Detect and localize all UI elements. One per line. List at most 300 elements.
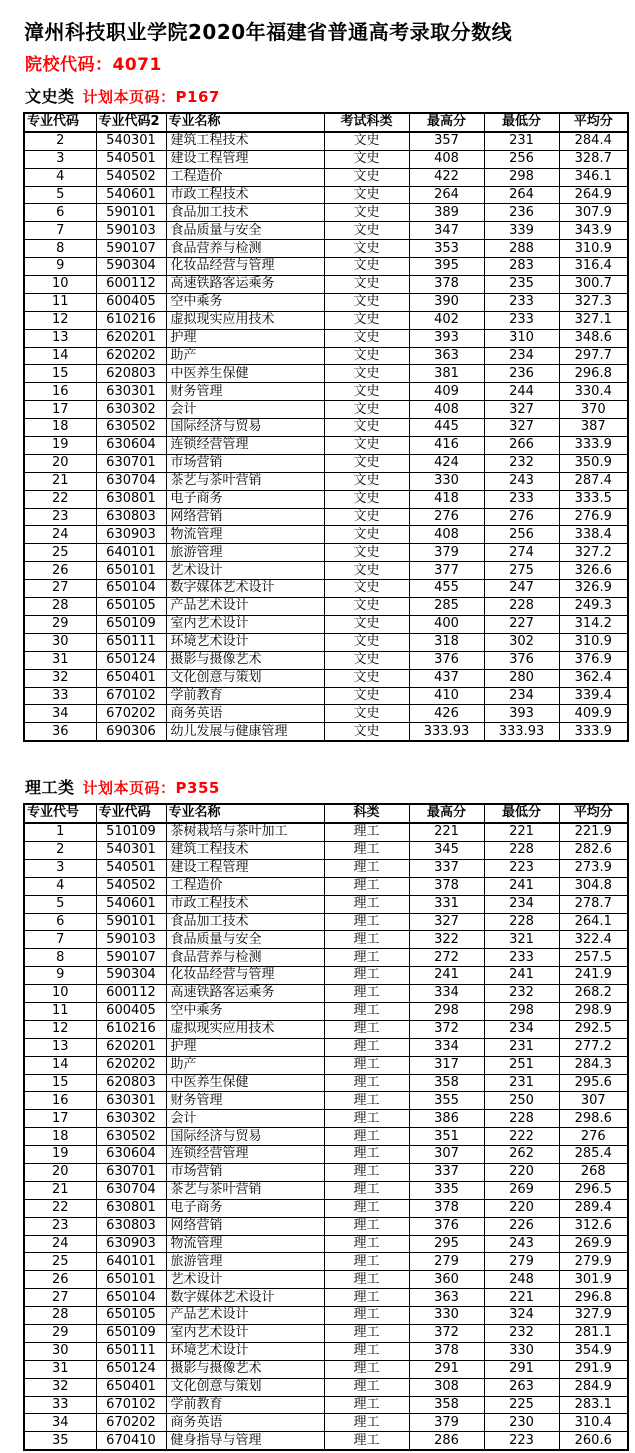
cell-min-score: 232 xyxy=(484,985,559,1003)
cell-avg-score: 296.8 xyxy=(559,365,628,383)
table-row xyxy=(24,651,628,669)
cell-avg-score: 327.1 xyxy=(559,311,628,329)
cell-major-number: 17 xyxy=(24,1110,96,1128)
table-row xyxy=(24,365,628,383)
cell-max-score: 376 xyxy=(409,1217,484,1235)
cell-major-number: 15 xyxy=(24,1074,96,1092)
cell-min-score: 234 xyxy=(484,1020,559,1038)
cell-avg-score: 348.6 xyxy=(559,329,628,347)
table-row xyxy=(24,132,628,150)
table-row xyxy=(24,508,628,526)
cell-major-code: 600112 xyxy=(96,276,166,294)
cell-exam-category: 文史 xyxy=(324,401,409,419)
cell-major-number: 16 xyxy=(24,383,96,401)
cell-major-name: 环境艺术设计 xyxy=(166,633,324,651)
cell-max-score: 353 xyxy=(409,240,484,258)
cell-major-code: 630801 xyxy=(96,1199,166,1217)
cell-max-score: 378 xyxy=(409,877,484,895)
cell-exam-category: 理工 xyxy=(324,1181,409,1199)
cell-avg-score: 249.3 xyxy=(559,598,628,616)
cell-major-code: 650124 xyxy=(96,1360,166,1378)
cell-max-score: 408 xyxy=(409,526,484,544)
cell-major-number: 27 xyxy=(24,1289,96,1307)
cell-min-score: 247 xyxy=(484,580,559,598)
cell-exam-category: 理工 xyxy=(324,1289,409,1307)
page-title: 漳州科技职业学院2020年福建省普通高考录取分数线 xyxy=(24,20,513,44)
cell-min-score: 234 xyxy=(484,895,559,913)
cell-major-name: 旅游管理 xyxy=(166,1253,324,1271)
cell-major-name: 茶艺与茶叶营销 xyxy=(166,472,324,490)
cell-avg-score: 298.9 xyxy=(559,1002,628,1020)
cell-major-number: 31 xyxy=(24,1360,96,1378)
cell-avg-score: 304.8 xyxy=(559,877,628,895)
cell-major-number: 14 xyxy=(24,347,96,365)
cell-major-number: 1 xyxy=(24,823,96,841)
cell-major-name: 室内艺术设计 xyxy=(166,1325,324,1343)
cell-major-code: 650104 xyxy=(96,1289,166,1307)
cell-min-score: 236 xyxy=(484,204,559,222)
cell-major-name: 国际经济与贸易 xyxy=(166,1128,324,1146)
cell-major-code: 670102 xyxy=(96,687,166,705)
cell-exam-category: 理工 xyxy=(324,1396,409,1414)
cell-major-name: 会计 xyxy=(166,401,324,419)
cell-min-score: 266 xyxy=(484,437,559,455)
cell-major-name: 食品营养与检测 xyxy=(166,240,324,258)
cell-major-number: 4 xyxy=(24,168,96,186)
cell-avg-score: 409.9 xyxy=(559,705,628,723)
cell-major-number: 4 xyxy=(24,877,96,895)
cell-max-score: 286 xyxy=(409,1432,484,1450)
cell-exam-category: 理工 xyxy=(324,1146,409,1164)
cell-major-code: 620202 xyxy=(96,347,166,365)
cell-max-score: 264 xyxy=(409,186,484,204)
cell-major-code: 670410 xyxy=(96,1432,166,1450)
cell-major-code: 540601 xyxy=(96,186,166,204)
cell-min-score: 279 xyxy=(484,1253,559,1271)
cell-major-name: 健身指导与管理 xyxy=(166,1432,324,1450)
cell-major-number: 30 xyxy=(24,633,96,651)
cell-major-name: 网络营销 xyxy=(166,1217,324,1235)
cell-min-score: 232 xyxy=(484,1325,559,1343)
cell-max-score: 333.93 xyxy=(409,723,484,741)
cell-min-score: 256 xyxy=(484,526,559,544)
cell-avg-score: 296.5 xyxy=(559,1181,628,1199)
cell-major-number: 15 xyxy=(24,365,96,383)
table-row xyxy=(24,383,628,401)
cell-min-score: 327 xyxy=(484,401,559,419)
cell-exam-category: 理工 xyxy=(324,949,409,967)
cell-min-score: 250 xyxy=(484,1092,559,1110)
cell-major-number: 29 xyxy=(24,615,96,633)
cell-avg-score: 287.4 xyxy=(559,472,628,490)
cell-major-code: 540502 xyxy=(96,877,166,895)
cell-max-score: 295 xyxy=(409,1235,484,1253)
cell-exam-category: 理工 xyxy=(324,1432,409,1450)
cell-major-name: 空中乘务 xyxy=(166,1002,324,1020)
table-row xyxy=(24,598,628,616)
cell-min-score: 223 xyxy=(484,859,559,877)
cell-max-score: 378 xyxy=(409,276,484,294)
cell-major-code: 590304 xyxy=(96,258,166,276)
cell-major-code: 630704 xyxy=(96,1181,166,1199)
cell-exam-category: 文史 xyxy=(324,723,409,741)
cell-major-code: 620201 xyxy=(96,1038,166,1056)
cell-major-name: 建设工程管理 xyxy=(166,859,324,877)
cell-exam-category: 文史 xyxy=(324,132,409,150)
page-code-value: P167 xyxy=(175,88,220,106)
cell-min-score: 280 xyxy=(484,669,559,687)
cell-major-number: 9 xyxy=(24,967,96,985)
cell-exam-category: 文史 xyxy=(324,258,409,276)
cell-exam-category: 文史 xyxy=(324,687,409,705)
column-header-major-name: 专业名称 xyxy=(166,804,324,823)
cell-max-score: 379 xyxy=(409,544,484,562)
table-row xyxy=(24,544,628,562)
table-row xyxy=(24,633,628,651)
cell-min-score: 221 xyxy=(484,823,559,841)
cell-max-score: 355 xyxy=(409,1092,484,1110)
table-row xyxy=(24,723,628,741)
cell-major-name: 会计 xyxy=(166,1110,324,1128)
cell-max-score: 400 xyxy=(409,615,484,633)
cell-min-score: 241 xyxy=(484,877,559,895)
cell-exam-category: 理工 xyxy=(324,985,409,1003)
table-row xyxy=(24,1271,628,1289)
cell-max-score: 378 xyxy=(409,1199,484,1217)
cell-major-number: 6 xyxy=(24,204,96,222)
cell-major-code: 650105 xyxy=(96,1307,166,1325)
cell-exam-category: 理工 xyxy=(324,1360,409,1378)
liberal-arts-score-table xyxy=(23,112,629,742)
cell-min-score: 321 xyxy=(484,931,559,949)
cell-max-score: 372 xyxy=(409,1020,484,1038)
cell-max-score: 379 xyxy=(409,1414,484,1432)
table-row xyxy=(24,347,628,365)
cell-major-code: 540502 xyxy=(96,168,166,186)
cell-min-score: 275 xyxy=(484,562,559,580)
table-row xyxy=(24,1307,628,1325)
cell-min-score: 220 xyxy=(484,1163,559,1181)
cell-max-score: 424 xyxy=(409,454,484,472)
cell-min-score: 221 xyxy=(484,1289,559,1307)
cell-major-name: 学前教育 xyxy=(166,1396,324,1414)
cell-exam-category: 文史 xyxy=(324,615,409,633)
cell-exam-category: 理工 xyxy=(324,1074,409,1092)
cell-min-score: 222 xyxy=(484,1128,559,1146)
cell-exam-category: 文史 xyxy=(324,365,409,383)
cell-min-score: 228 xyxy=(484,598,559,616)
cell-max-score: 402 xyxy=(409,311,484,329)
cell-major-number: 8 xyxy=(24,240,96,258)
cell-major-code: 670202 xyxy=(96,705,166,723)
cell-min-score: 243 xyxy=(484,1235,559,1253)
column-header-min-score: 最低分 xyxy=(484,113,559,132)
cell-major-name: 产品艺术设计 xyxy=(166,598,324,616)
cell-exam-category: 理工 xyxy=(324,1038,409,1056)
cell-major-code: 630301 xyxy=(96,1092,166,1110)
cell-avg-score: 310.9 xyxy=(559,240,628,258)
cell-major-code: 620202 xyxy=(96,1056,166,1074)
cell-major-code: 630302 xyxy=(96,401,166,419)
table-row xyxy=(24,859,628,877)
cell-major-code: 620201 xyxy=(96,329,166,347)
cell-major-code: 510109 xyxy=(96,823,166,841)
column-header-major-code: 专业代码2 xyxy=(96,113,166,132)
column-header-major-number: 专业代码 xyxy=(24,113,96,132)
column-header-max-score: 最高分 xyxy=(409,804,484,823)
cell-major-number: 32 xyxy=(24,1378,96,1396)
cell-major-name: 电子商务 xyxy=(166,490,324,508)
table-row xyxy=(24,1128,628,1146)
science-score-table xyxy=(23,803,629,1451)
cell-max-score: 327 xyxy=(409,913,484,931)
cell-major-code: 600112 xyxy=(96,985,166,1003)
cell-max-score: 386 xyxy=(409,1110,484,1128)
cell-min-score: 226 xyxy=(484,1217,559,1235)
cell-major-code: 630803 xyxy=(96,508,166,526)
cell-exam-category: 理工 xyxy=(324,841,409,859)
cell-max-score: 272 xyxy=(409,949,484,967)
column-header-major-name: 专业名称 xyxy=(166,113,324,132)
cell-major-number: 35 xyxy=(24,1432,96,1450)
cell-max-score: 358 xyxy=(409,1396,484,1414)
category-label: 理工类 xyxy=(25,778,75,798)
cell-major-number: 16 xyxy=(24,1092,96,1110)
cell-major-number: 33 xyxy=(24,1396,96,1414)
cell-major-number: 28 xyxy=(24,598,96,616)
cell-major-code: 630803 xyxy=(96,1217,166,1235)
cell-major-number: 7 xyxy=(24,931,96,949)
cell-exam-category: 理工 xyxy=(324,1307,409,1325)
cell-exam-category: 文史 xyxy=(324,293,409,311)
cell-major-code: 610216 xyxy=(96,1020,166,1038)
column-header-exam-category: 考试科类 xyxy=(324,113,409,132)
table-row xyxy=(24,1163,628,1181)
cell-major-number: 7 xyxy=(24,222,96,240)
cell-major-number: 10 xyxy=(24,276,96,294)
cell-major-name: 国际经济与贸易 xyxy=(166,419,324,437)
cell-exam-category: 理工 xyxy=(324,895,409,913)
cell-min-score: 274 xyxy=(484,544,559,562)
table-row xyxy=(24,841,628,859)
table-row xyxy=(24,1146,628,1164)
cell-avg-score: 322.4 xyxy=(559,931,628,949)
cell-min-score: 262 xyxy=(484,1146,559,1164)
cell-major-code: 630701 xyxy=(96,1163,166,1181)
cell-min-score: 233 xyxy=(484,311,559,329)
cell-max-score: 363 xyxy=(409,1289,484,1307)
column-header-max-score: 最高分 xyxy=(409,113,484,132)
cell-exam-category: 理工 xyxy=(324,1271,409,1289)
cell-avg-score: 296.8 xyxy=(559,1289,628,1307)
cell-max-score: 445 xyxy=(409,419,484,437)
cell-major-code: 590107 xyxy=(96,240,166,258)
cell-avg-score: 328.7 xyxy=(559,150,628,168)
cell-exam-category: 理工 xyxy=(324,859,409,877)
cell-max-score: 345 xyxy=(409,841,484,859)
table-row xyxy=(24,437,628,455)
cell-avg-score: 310.9 xyxy=(559,633,628,651)
cell-min-score: 225 xyxy=(484,1396,559,1414)
cell-avg-score: 297.7 xyxy=(559,347,628,365)
cell-exam-category: 理工 xyxy=(324,1414,409,1432)
cell-major-code: 640101 xyxy=(96,1253,166,1271)
cell-major-name: 食品加工技术 xyxy=(166,913,324,931)
cell-max-score: 390 xyxy=(409,293,484,311)
cell-avg-score: 257.5 xyxy=(559,949,628,967)
cell-avg-score: 284.9 xyxy=(559,1378,628,1396)
cell-min-score: 228 xyxy=(484,1110,559,1128)
cell-avg-score: 354.9 xyxy=(559,1342,628,1360)
cell-exam-category: 文史 xyxy=(324,222,409,240)
cell-major-name: 数字媒体艺术设计 xyxy=(166,1289,324,1307)
cell-major-code: 670102 xyxy=(96,1396,166,1414)
cell-max-score: 389 xyxy=(409,204,484,222)
cell-major-name: 财务管理 xyxy=(166,383,324,401)
cell-major-number: 23 xyxy=(24,1217,96,1235)
cell-avg-score: 260.6 xyxy=(559,1432,628,1450)
cell-exam-category: 文史 xyxy=(324,508,409,526)
cell-avg-score: 291.9 xyxy=(559,1360,628,1378)
cell-max-score: 337 xyxy=(409,1163,484,1181)
cell-major-number: 12 xyxy=(24,1020,96,1038)
cell-avg-score: 314.2 xyxy=(559,615,628,633)
cell-avg-score: 310.4 xyxy=(559,1414,628,1432)
table-row xyxy=(24,877,628,895)
cell-min-score: 256 xyxy=(484,150,559,168)
table-row xyxy=(24,293,628,311)
cell-avg-score: 316.4 xyxy=(559,258,628,276)
cell-major-number: 21 xyxy=(24,472,96,490)
cell-major-code: 650401 xyxy=(96,669,166,687)
cell-exam-category: 文史 xyxy=(324,490,409,508)
cell-major-name: 空中乘务 xyxy=(166,293,324,311)
cell-major-number: 24 xyxy=(24,526,96,544)
cell-avg-score: 312.6 xyxy=(559,1217,628,1235)
cell-max-score: 381 xyxy=(409,365,484,383)
cell-min-score: 269 xyxy=(484,1181,559,1199)
cell-major-number: 21 xyxy=(24,1181,96,1199)
cell-avg-score: 268 xyxy=(559,1163,628,1181)
table-row xyxy=(24,168,628,186)
table-row xyxy=(24,1074,628,1092)
table-row xyxy=(24,490,628,508)
cell-max-score: 357 xyxy=(409,132,484,150)
category-label: 文史类 xyxy=(25,87,75,106)
table-row xyxy=(24,1289,628,1307)
cell-major-code: 630801 xyxy=(96,490,166,508)
table-row xyxy=(24,222,628,240)
table-row xyxy=(24,949,628,967)
cell-major-number: 31 xyxy=(24,651,96,669)
cell-major-name: 学前教育 xyxy=(166,687,324,705)
cell-avg-score: 289.4 xyxy=(559,1199,628,1217)
cell-major-number: 2 xyxy=(24,132,96,150)
cell-major-code: 650401 xyxy=(96,1378,166,1396)
cell-major-code: 640101 xyxy=(96,544,166,562)
table-row xyxy=(24,1360,628,1378)
cell-avg-score: 279.9 xyxy=(559,1253,628,1271)
column-header-exam-category: 科类 xyxy=(324,804,409,823)
cell-avg-score: 264.1 xyxy=(559,913,628,931)
cell-exam-category: 文史 xyxy=(324,311,409,329)
cell-major-name: 商务英语 xyxy=(166,705,324,723)
table-row xyxy=(24,1181,628,1199)
cell-exam-category: 文史 xyxy=(324,562,409,580)
cell-avg-score: 333.5 xyxy=(559,490,628,508)
cell-max-score: 363 xyxy=(409,347,484,365)
table-row xyxy=(24,1110,628,1128)
header-row xyxy=(24,113,628,132)
table-row xyxy=(24,472,628,490)
cell-exam-category: 文史 xyxy=(324,454,409,472)
cell-avg-score: 278.7 xyxy=(559,895,628,913)
table-row xyxy=(24,1002,628,1020)
cell-max-score: 307 xyxy=(409,1146,484,1164)
cell-max-score: 241 xyxy=(409,967,484,985)
cell-exam-category: 理工 xyxy=(324,1020,409,1038)
cell-avg-score: 376.9 xyxy=(559,651,628,669)
cell-min-score: 298 xyxy=(484,168,559,186)
cell-major-code: 650111 xyxy=(96,1342,166,1360)
cell-avg-score: 307.9 xyxy=(559,204,628,222)
cell-avg-score: 284.3 xyxy=(559,1056,628,1074)
cell-avg-score: 268.2 xyxy=(559,985,628,1003)
cell-min-score: 298 xyxy=(484,1002,559,1020)
table-row xyxy=(24,931,628,949)
cell-max-score: 377 xyxy=(409,562,484,580)
cell-exam-category: 文史 xyxy=(324,598,409,616)
cell-exam-category: 文史 xyxy=(324,419,409,437)
table-row xyxy=(24,186,628,204)
cell-major-name: 化妆品经营与管理 xyxy=(166,258,324,276)
cell-major-number: 26 xyxy=(24,1271,96,1289)
cell-exam-category: 文史 xyxy=(324,276,409,294)
cell-exam-category: 文史 xyxy=(324,150,409,168)
cell-major-name: 财务管理 xyxy=(166,1092,324,1110)
table-row xyxy=(24,895,628,913)
cell-major-code: 600405 xyxy=(96,293,166,311)
table-row xyxy=(24,913,628,931)
cell-min-score: 241 xyxy=(484,967,559,985)
cell-min-score: 220 xyxy=(484,1199,559,1217)
cell-avg-score: 326.9 xyxy=(559,580,628,598)
table-row xyxy=(24,1378,628,1396)
cell-major-name: 电子商务 xyxy=(166,1199,324,1217)
cell-max-score: 455 xyxy=(409,580,484,598)
cell-max-score: 410 xyxy=(409,687,484,705)
cell-avg-score: 276.9 xyxy=(559,508,628,526)
cell-major-code: 630701 xyxy=(96,454,166,472)
cell-exam-category: 理工 xyxy=(324,1378,409,1396)
cell-avg-score: 284.4 xyxy=(559,132,628,150)
cell-major-code: 650124 xyxy=(96,651,166,669)
cell-avg-score: 330.4 xyxy=(559,383,628,401)
cell-major-code: 620803 xyxy=(96,1074,166,1092)
cell-major-code: 650111 xyxy=(96,633,166,651)
cell-major-code: 630604 xyxy=(96,437,166,455)
cell-major-name: 艺术设计 xyxy=(166,1271,324,1289)
cell-major-code: 630301 xyxy=(96,383,166,401)
cell-min-score: 231 xyxy=(484,132,559,150)
cell-major-code: 630903 xyxy=(96,526,166,544)
cell-max-score: 418 xyxy=(409,490,484,508)
school-code-value: 4071 xyxy=(112,55,162,75)
cell-min-score: 231 xyxy=(484,1038,559,1056)
table-row xyxy=(24,615,628,633)
cell-major-name: 市政工程技术 xyxy=(166,895,324,913)
cell-major-number: 25 xyxy=(24,544,96,562)
